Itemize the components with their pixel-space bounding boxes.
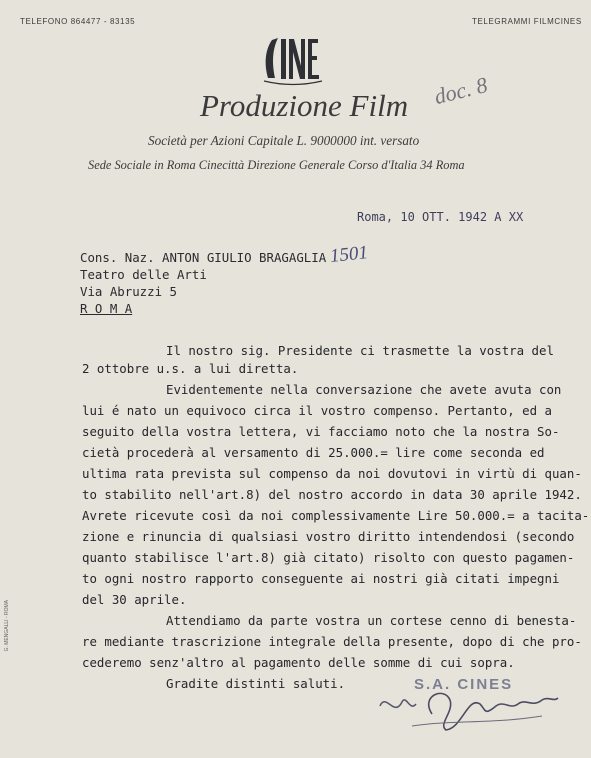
body-line: Evidentemente nella conversazione che avete avuta con xyxy=(166,382,562,397)
division-title: Produzione Film xyxy=(200,88,409,123)
body-line: ultima rata prevista sul compenso da noi dovutovi in virtù di quan- xyxy=(82,466,582,481)
letterhead-telegrams: TELEGRAMMI FILMCINES xyxy=(472,17,582,26)
body-line: zione e rinuncia di qualsiasi vostro diritto intendendosi (secondo xyxy=(82,529,575,544)
body-line: Avrete ricevute così da noi complessivamente Lire 50.000.= a tacita- xyxy=(82,508,590,523)
recipient-street: Via Abruzzi 5 xyxy=(80,284,177,299)
recipient-theatre: Teatro delle Arti xyxy=(80,267,207,282)
body-line: Il nostro sig. Presidente ci trasmette la vostra del xyxy=(166,343,554,358)
handwritten-doc-note: doc. 8 xyxy=(431,71,490,110)
body-line: 2 ottobre u.s. a lui diretta. xyxy=(82,361,299,376)
body-line: del 30 aprile. xyxy=(82,592,187,607)
body-line: lui é nato un equivoco circa il vostro compenso. Pertanto, ed a xyxy=(82,403,552,418)
body-line: to stabilito nell'art.8) del nostro accordo in data 30 aprile 1942. xyxy=(82,487,582,502)
handwritten-protocol-number: 1501 xyxy=(328,242,369,267)
letterhead-phone: TELEFONO 864477 - 83135 xyxy=(20,17,136,26)
seat-line: Sede Sociale in Roma Cinecittà Direzione Generale Corso d'Italia 34 Roma xyxy=(88,158,465,172)
cines-logo xyxy=(262,34,324,90)
recipient-name: Cons. Naz. ANTON GIULIO BRAGAGLIA xyxy=(80,250,327,265)
body-line: Gradite distinti saluti. xyxy=(166,676,346,691)
cines-logo-icon xyxy=(262,34,324,86)
body-line: re mediante trascrizione integrale della presente, dopo di che pro- xyxy=(82,634,582,649)
signature-icon xyxy=(372,676,562,736)
company-line: Società per Azioni Capitale L. 9000000 int. versato xyxy=(148,133,420,148)
company-stamp: S.A. CINES xyxy=(414,676,514,693)
printer-mark: G. MENGALLI - ROMA xyxy=(4,600,10,652)
body-line: cietà procederà al versamento di 25.000.= lire come seconda ed xyxy=(82,445,545,460)
recipient-city: R O M A xyxy=(80,301,133,316)
date-stamp: Roma, 10 OTT. 1942 A XX xyxy=(357,210,524,224)
body-line: seguito della vostra lettera, vi facciamo noto che la nostra So- xyxy=(82,424,560,439)
body-line: to ogni nostro rapporto conseguente ai nostri già citati impegni xyxy=(82,571,560,586)
body-line: cederemo senz'altro al pagamento delle somme di cui sopra. xyxy=(82,655,515,670)
body-line: quanto stabilisce l'art.8) già citato) risolto con questo pagamen- xyxy=(82,550,575,565)
body-line: Attendiamo da parte vostra un cortese cenno di benesta- xyxy=(166,613,577,628)
